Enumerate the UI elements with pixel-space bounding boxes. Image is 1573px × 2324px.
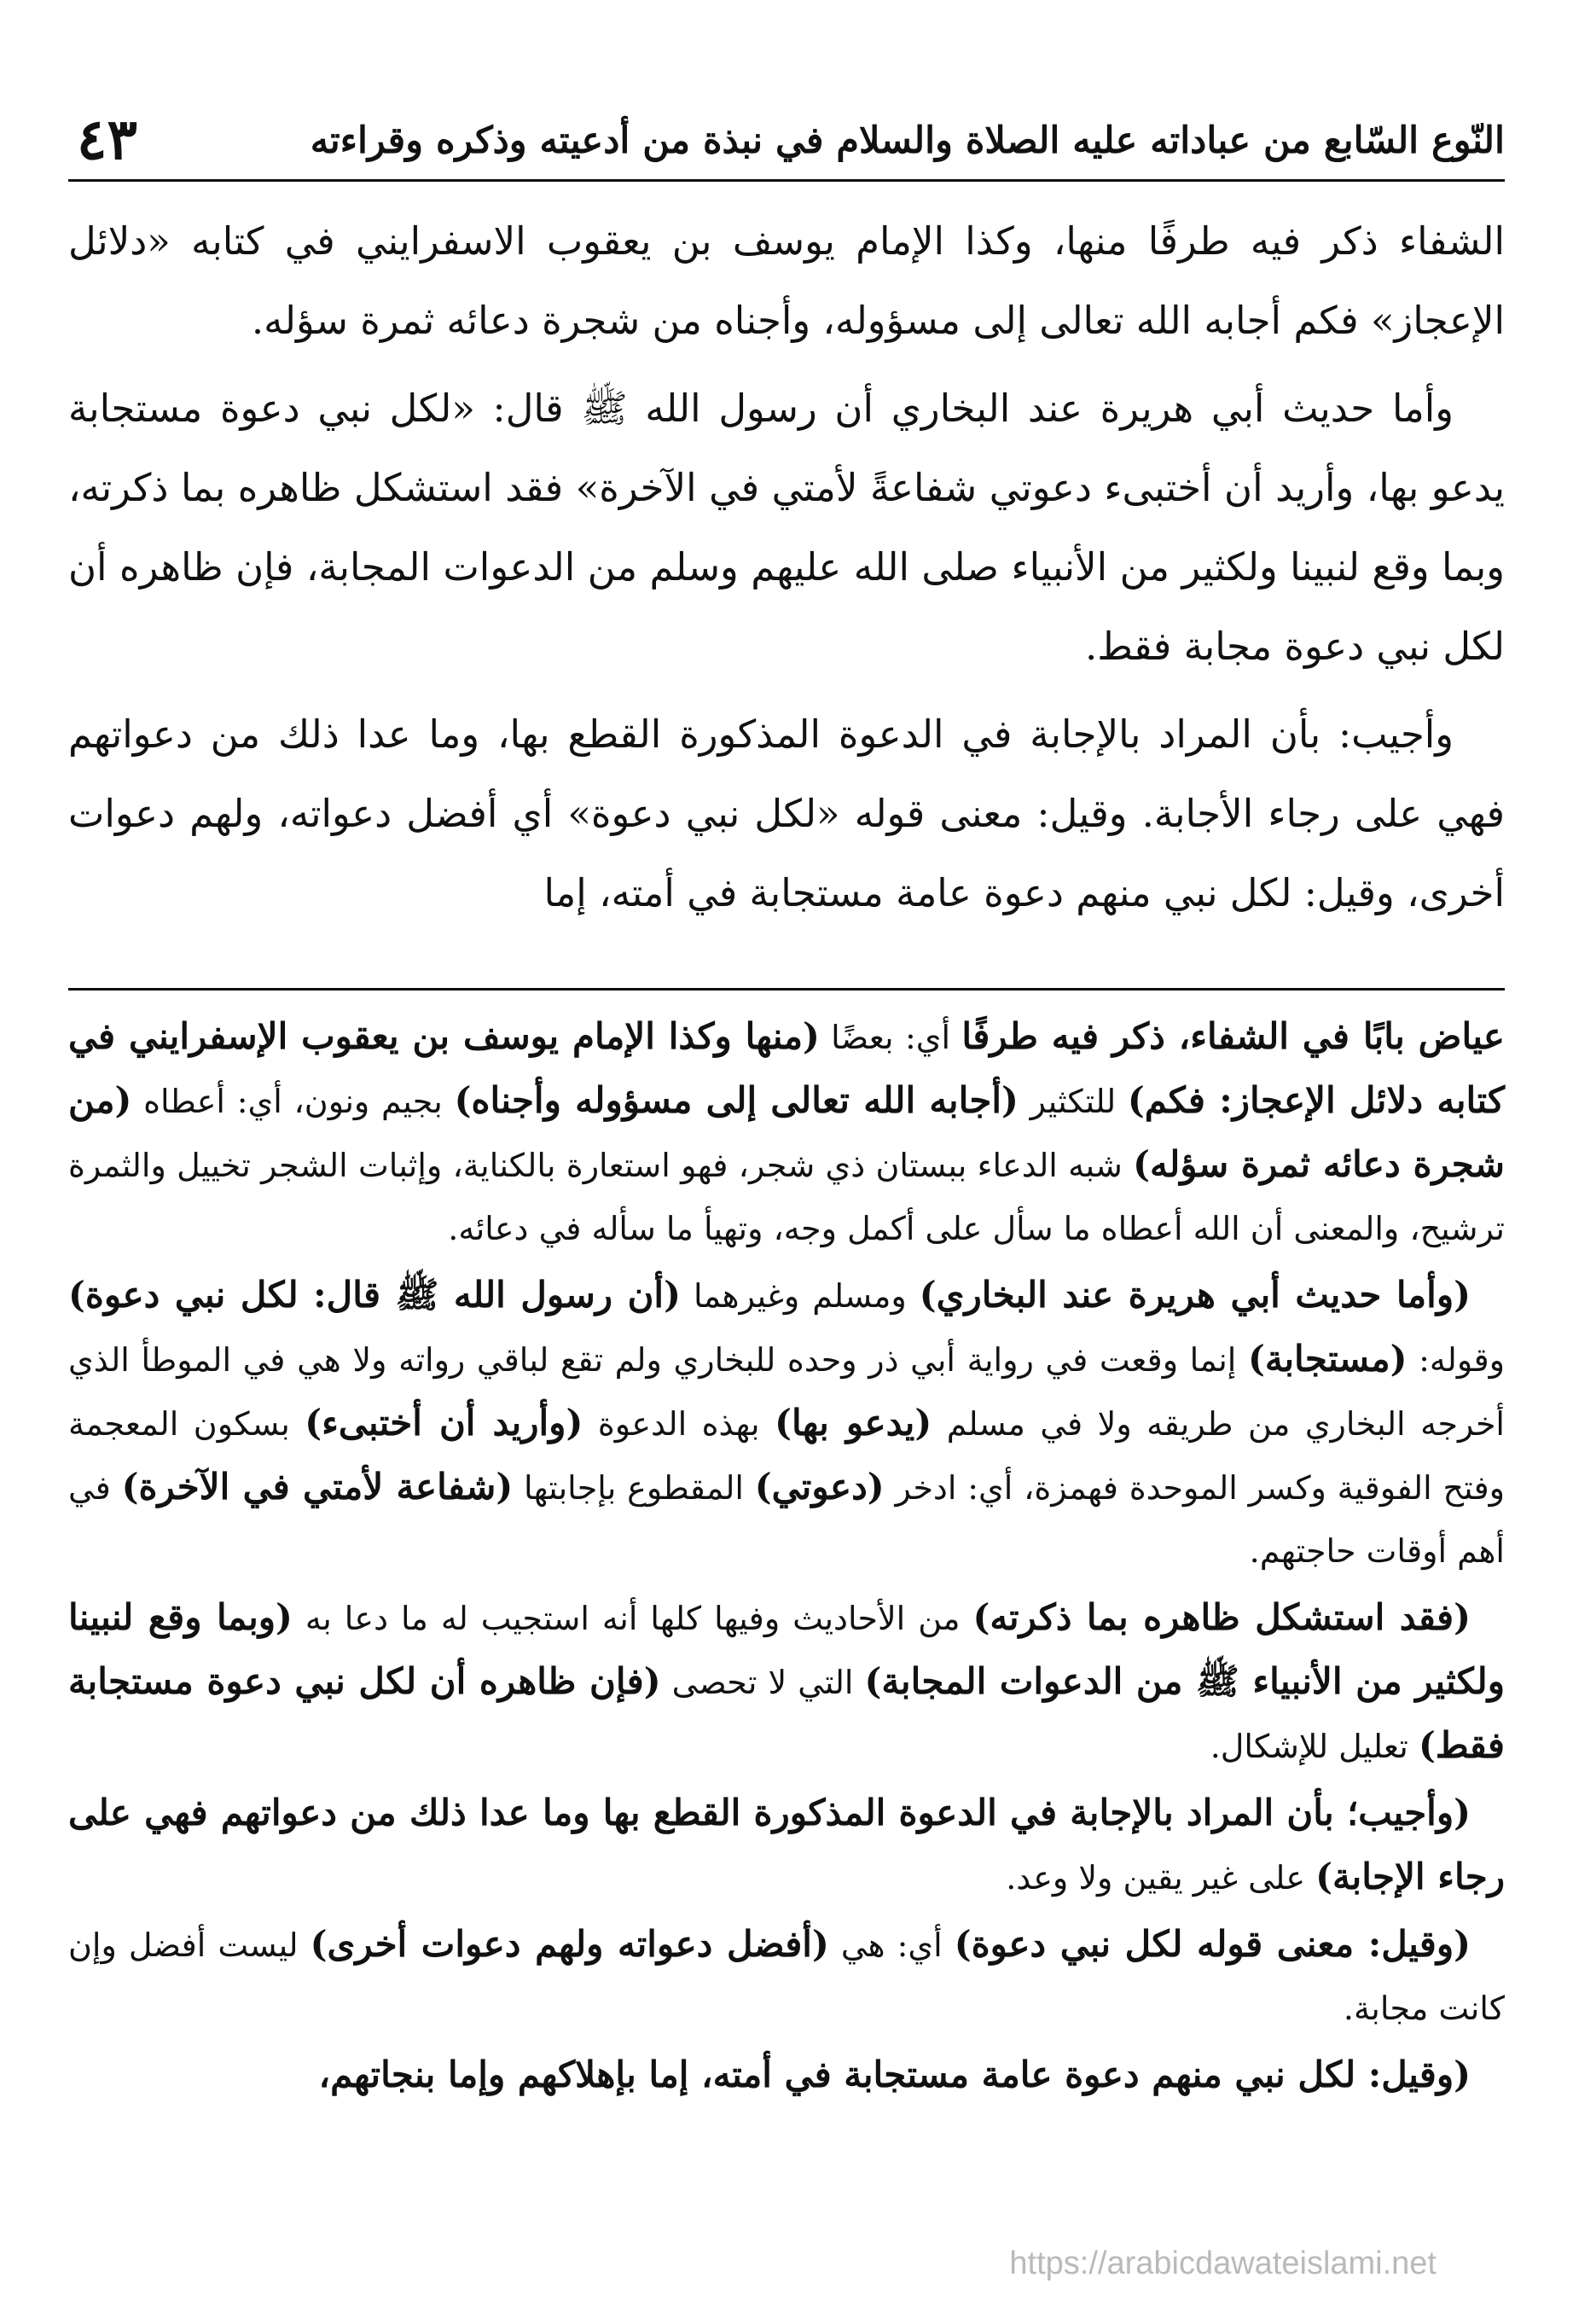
commentary-paragraph-5: [68, 1913, 1505, 2040]
gloss-text: على غير يقين ولا وعد.: [1006, 1859, 1316, 1897]
gloss-text: بسكون المعجمة وفتح الفوقية وكسر الموحدة فهمزة، أي: ادخر: [68, 1405, 1505, 1507]
commentary-paragraph-2: [68, 1264, 1505, 1583]
quoted-text: (وبما وقع لنبينا ولكثير من الأنبياء ﷺ من الدعوات المجابة): [68, 1596, 1505, 1702]
quoted-text: (فقد استشكل ظاهره بما ذكرته): [972, 1596, 1471, 1638]
header-divider: [68, 179, 1505, 182]
gloss-text: بهذه الدعوة: [583, 1405, 775, 1443]
commentary-paragraph-1: [68, 1005, 1505, 1260]
quoted-text: (من شجرة دعائه ثمرة سؤله): [68, 1079, 1505, 1185]
gloss-text: المقطوع بإجابتها: [513, 1469, 755, 1507]
text-commentary-divider: [68, 988, 1505, 991]
gloss-text: ليست أفضل وإن كانت مجابة.: [68, 1926, 1505, 2027]
page-number: ٤٣: [77, 106, 137, 172]
running-title: النّوع السّابع من عباداته عليه الصلاة والسلام في نبذة من أدعيته وذكره وقراءته: [310, 119, 1505, 162]
gloss-text: في أهم أوقات حاجتهم.: [68, 1469, 1505, 1570]
quoted-text: (دعوتي): [754, 1466, 885, 1508]
gloss-text: شبه الدعاء ببستان ذي شجر، فهو استعارة بالكناية، وإثبات الشجر تخييل والثمرة ترشيح، والمعنى أن الله أعطاه ما سأل على أكمل وجه، وتهيأ ما سأله في دعائه.: [68, 1147, 1505, 1247]
commentary: [68, 1005, 1505, 2111]
commentary-paragraph-4: [68, 1781, 1505, 1909]
quoted-text: عياض بابًا في الشفاء، ذكر فيه طرفًا: [961, 1015, 1505, 1057]
gloss-text: من الأحاديث وفيها كلها أنه استجيب له ما دعا به: [292, 1600, 973, 1637]
gloss-text: ومسلم وغيرهما: [680, 1277, 920, 1315]
site-watermark: https://arabicdawateislami.net: [1009, 2246, 1437, 2281]
quoted-text: (وقيل: معنى قوله لكل نبي دعوة): [954, 1923, 1471, 1965]
quoted-text: (وأريد أن أختبىء): [305, 1402, 583, 1444]
gloss-text: إنما وقعت في رواية أبي ذر وحده للبخاري ولم تقع لباقي رواته ولا هي في الموطأ الذي أخرجه البخاري من طريقه ولا في مسلم: [68, 1341, 1505, 1443]
quoted-text: (أفضل دعواته ولهم دعوات أخرى): [310, 1923, 829, 1965]
commentary-paragraph-3: [68, 1586, 1505, 1778]
gloss-text: التي لا تحصى: [660, 1664, 865, 1701]
quoted-text: (مستجابة): [1247, 1338, 1408, 1380]
main-paragraph-1: الشفاء ذكر فيه طرفًا منها، وكذا الإمام يوسف بن يعقوب الاسفرايني في كتابه «دلائل الإعجاز» فكم أجابه الله تعالى إلى مسؤوله، وأجناه من شجرة دعائه ثمرة سؤله.: [68, 218, 1505, 343]
main-paragraph-3: وأجيب: بأن المراد بالإجابة في الدعوة المذكورة القطع بها، وما عدا ذلك من دعواتهم فهي على رجاء الأجابة. وقيل: معنى قوله «لكل نبي دعوة» أي أفضل دعواته، ولهم دعوات أخرى، وقيل: لكل نبي منهم دعوة عامة مستجابة في أمته، إما: [68, 712, 1505, 915]
quoted-text: (وأما حديث أبي هريرة عند البخاري): [919, 1274, 1471, 1316]
quoted-text: (أن رسول الله ﷺ قال: لكل نبي دعوة): [68, 1274, 681, 1316]
quoted-text: (فإن ظاهره أن لكل نبي دعوة مستجابة فقط): [68, 1660, 1505, 1766]
gloss-text: وقوله:: [1407, 1341, 1505, 1379]
commentary-paragraph-6: [68, 2043, 1505, 2107]
quoted-text: (أجابه الله تعالى إلى مسؤوله وأجناه): [454, 1079, 1019, 1121]
main-text: [68, 201, 1505, 941]
main-paragraph-2: وأما حديث أبي هريرة عند البخاري أن رسول الله ﷺ قال: «لكل نبي دعوة مستجابة يدعو بها، وأريد أن أختبىء دعوتي شفاعةً لأمتي في الآخرة» فقد استشكل ظاهره بما ذكرته، وبما وقع لنبينا ولكثير من الأنبياء صلى الله عليهم وسلم من الدعوات المجابة، فإن ظاهره أن لكل نبي دعوة مجابة فقط.: [68, 386, 1505, 669]
quoted-text: (شفاعة لأمتي في الآخرة): [121, 1466, 514, 1508]
quoted-text: (وأجيب؛ بأن المراد بالإجابة في الدعوة المذكورة القطع بها وما عدا ذلك من دعواتهم فهي على رجاء الإجابة): [68, 1792, 1505, 1897]
gloss-text: بجيم ونون، أي: أعطاه: [131, 1083, 455, 1120]
gloss-text: أي: بعضًا: [819, 1019, 962, 1056]
quoted-text: (يدعو بها): [775, 1402, 932, 1444]
gloss-text: تعليل للإشكال.: [1210, 1728, 1419, 1765]
quoted-text: (منها وكذا الإمام يوسف بن يعقوب الإسفرايني في كتابه دلائل الإعجاز: فكم): [68, 1015, 1506, 1121]
gloss-text: للتكثير: [1018, 1083, 1128, 1120]
quoted-text: (وقيل: لكل نبي منهم دعوة عامة مستجابة في أمته، إما بإهلاكهم وإما بنجاتهم،: [318, 2054, 1471, 2095]
gloss-text: أي: هي: [828, 1926, 955, 1964]
